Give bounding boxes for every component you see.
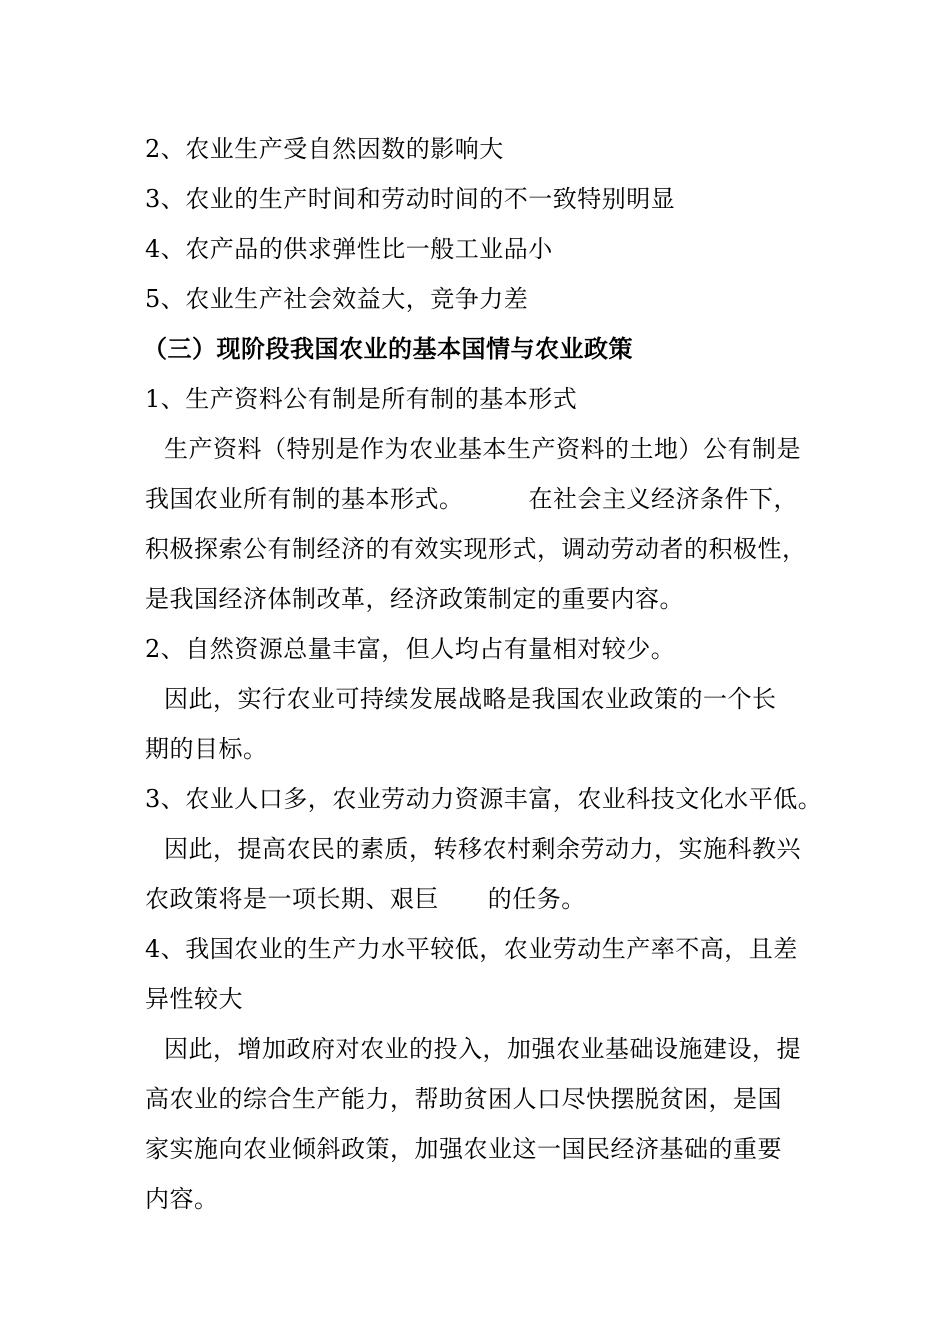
paragraph-1-line-4: 是我国经济体制改革，经济政策制定的重要内容。 bbox=[145, 585, 684, 613]
subsection-4-title-line-1: 4、我国农业的生产力水平较低，农业劳动生产率不高，且差 bbox=[145, 935, 798, 963]
subsection-3-title: 3、农业人口多，农业劳动力资源丰富，农业科技文化水平低。 bbox=[145, 785, 823, 813]
list-item-2: 2、农业生产受自然因数的影响大 bbox=[145, 135, 504, 163]
paragraph-2-line-1: 因此，实行农业可持续发展战略是我国农业政策的一个长 bbox=[164, 685, 777, 713]
paragraph-4-line-3: 家实施向农业倾斜政策，加强农业这一国民经济基础的重要 bbox=[145, 1135, 782, 1163]
paragraph-3-line-2: 农政策将是一项长期、艰巨 的任务。 bbox=[145, 885, 586, 913]
paragraph-3-line-1: 因此，提高农民的素质，转移农村剩余劳动力，实施科教兴 bbox=[164, 835, 801, 863]
subsection-4-title-line-2: 异性较大 bbox=[145, 985, 243, 1013]
paragraph-4-line-1: 因此，增加政府对农业的投入，加强农业基础设施建设，提 bbox=[164, 1035, 801, 1063]
list-item-5: 5、农业生产社会效益大，竞争力差 bbox=[145, 285, 529, 313]
paragraph-4-line-2: 高农业的综合生产能力，帮助贫困人口尽快摆脱贫困，是国 bbox=[145, 1085, 782, 1113]
paragraph-1-line-2: 我国农业所有制的基本形式。 在社会主义经济条件下， bbox=[145, 485, 799, 513]
paragraph-2-line-2: 期的目标。 bbox=[145, 735, 268, 763]
list-item-3: 3、农业的生产时间和劳动时间的不一致特别明显 bbox=[145, 185, 676, 213]
subsection-1-title: 1、生产资料公有制是所有制的基本形式 bbox=[145, 385, 578, 413]
paragraph-1-line-1: 生产资料（特别是作为农业基本生产资料的土地）公有制是 bbox=[164, 435, 801, 463]
subsection-2-title: 2、自然资源总量丰富，但人均占有量相对较少。 bbox=[145, 635, 676, 663]
paragraph-1-line-3: 积极探索公有制经济的有效实现形式，调动劳动者的积极性， bbox=[145, 535, 807, 563]
list-item-4: 4、农产品的供求弹性比一般工业品小 bbox=[145, 235, 553, 263]
section-heading: （三）现阶段我国农业的基本国情与农业政策 bbox=[143, 334, 633, 363]
paragraph-4-line-4: 内容。 bbox=[145, 1185, 219, 1213]
